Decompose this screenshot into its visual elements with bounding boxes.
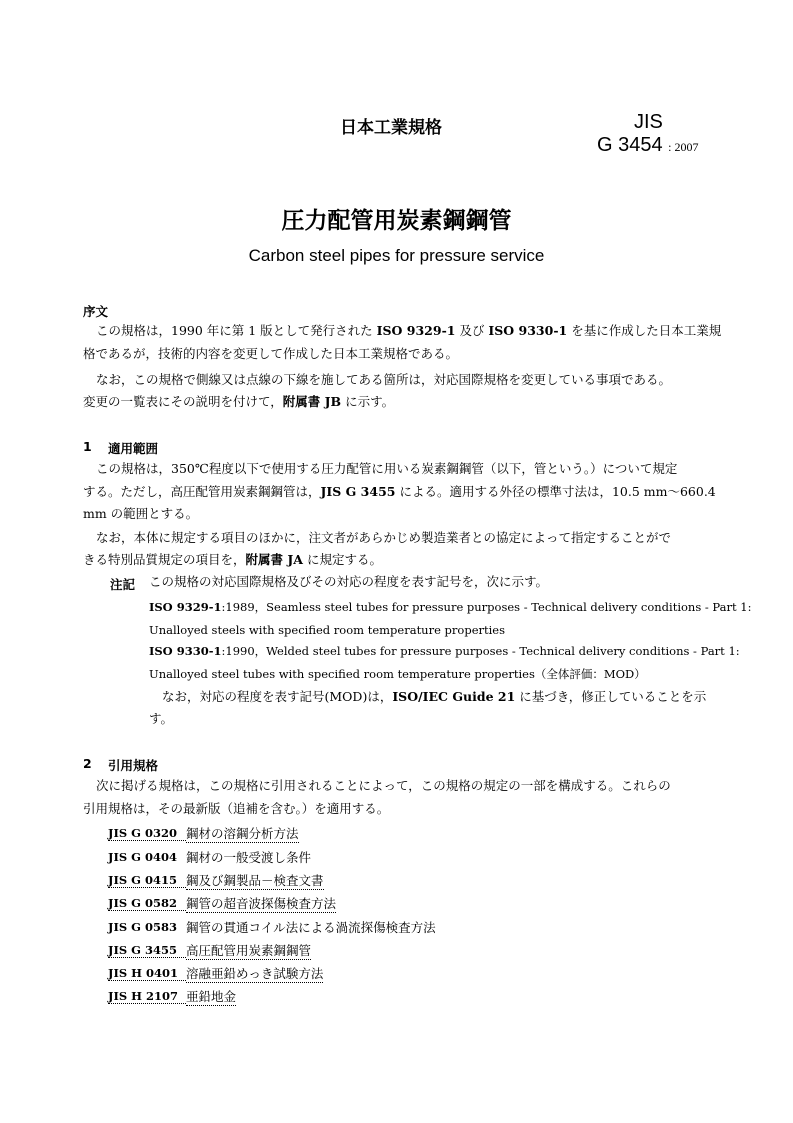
text-run: この規格は，1990 年に第 1 版として発行された — [96, 323, 377, 338]
standard-year: : 2007 — [668, 140, 699, 154]
reference-title[interactable]: 高圧配管用炭素鋼鋼管 — [186, 942, 312, 958]
note-iso2-line1 — [149, 640, 740, 662]
reference-title[interactable]: 亜鉛地金 — [186, 989, 237, 1005]
text-run: なお，対応の程度を表す記号(MOD)は， — [162, 689, 393, 704]
preface-p2-line1: なお，この規格で側線又は点線の下線を施してある箇所は，対応国際規格を変更している事項である。 — [96, 372, 672, 387]
section2-heading: 引用規格 — [108, 758, 159, 773]
note-iso1-line2: Unalloyed steels with specified room temperature properties — [149, 623, 506, 637]
text-run: を基に作成した日本工業規 — [567, 323, 722, 338]
reference-code[interactable]: JIS G 0582 — [108, 896, 186, 911]
reference-title[interactable]: 鋼材の一般受渡し条件 — [186, 849, 312, 865]
reference-item[interactable] — [108, 938, 436, 961]
iso-ref: ISO 9329-1 — [376, 323, 456, 338]
note-iso2-line2: Unalloyed steel tubes with specified room temperature properties（全体評価：MOD） — [149, 667, 646, 681]
iso-ref: ISO 9330-1 — [488, 323, 568, 338]
guide-ref: ISO/IEC Guide 21 — [392, 689, 516, 704]
reference-title[interactable]: 鋼及び鋼製品－検査文書 — [186, 872, 324, 888]
reference-item[interactable] — [108, 822, 436, 845]
reference-title[interactable]: 鋼管の貫通コイル法による渦流探傷検査方法 — [186, 919, 436, 935]
section1-p2-line1: なお，本体に規定する項目のほかに，注文者があらかじめ製造業者との協定によって指定することがで — [96, 530, 672, 545]
reference-item[interactable] — [108, 962, 436, 985]
text-run: :1989，Seamless steel tubes for pressure purposes - Technical delivery conditions - Part 1: — [221, 600, 752, 614]
reference-code[interactable]: JIS G 0320 — [108, 826, 186, 841]
reference-list — [108, 822, 436, 1008]
standard-code: G 3454 — [597, 134, 663, 156]
iso-ref: ISO 9329-1 — [149, 600, 222, 614]
document-header-title: 日本工業規格 — [340, 118, 442, 138]
note-text: この規格の対応国際規格及びその対応の程度を表す記号を，次に示す。 — [149, 574, 549, 589]
reference-item[interactable] — [108, 845, 436, 868]
preface-heading: 序文 — [83, 304, 109, 319]
text-run: に規定する。 — [302, 552, 382, 567]
reference-item[interactable] — [108, 892, 436, 915]
reference-code[interactable]: JIS G 3455 — [108, 943, 186, 958]
section1-p1-line2 — [83, 481, 716, 503]
text-run: 変更の一覧表にその説明を付けて， — [83, 394, 283, 409]
annex-ref: 附属書 JA — [245, 552, 303, 567]
text-run: による。適用する外径の標準寸法は，10.5 mm～660.4 — [395, 484, 716, 499]
document-title-en: Carbon steel pipes for pressure service — [248, 246, 545, 265]
reference-title[interactable]: 鋼管の超音波探傷検査方法 — [186, 896, 337, 912]
text-run: 及び — [455, 323, 489, 338]
standard-number — [597, 134, 699, 157]
text-run: に基づき，修正していることを示 — [515, 689, 707, 704]
preface-p1-line1 — [96, 320, 721, 342]
reference-code[interactable]: JIS H 0401 — [108, 966, 186, 981]
section1-p1-line3: mm の範囲とする。 — [83, 506, 199, 521]
document-title-ja: 圧力配管用炭素鋼鋼管 — [281, 208, 512, 234]
text-run: に示す。 — [341, 394, 395, 409]
reference-item[interactable] — [108, 915, 436, 938]
preface-p2-line2 — [83, 391, 394, 413]
section1-number: 1 — [83, 439, 92, 454]
reference-title[interactable]: 鋼材の溶鋼分析方法 — [186, 826, 299, 842]
reference-item[interactable] — [108, 869, 436, 892]
jis-ref: JIS G 3455 — [320, 484, 396, 499]
iso-ref: ISO 9330-1 — [149, 644, 222, 658]
section2-p1-line1: 次に掲げる規格は，この規格に引用されることによって，この規格の規定の一部を構成する。これらの — [96, 778, 671, 793]
reference-title[interactable]: 溶融亜鉛めっき試験方法 — [186, 965, 324, 981]
note-label: 注記 — [110, 577, 136, 592]
text-run: きる特別品質規定の項目を， — [83, 552, 246, 567]
text-run: :1990，Welded steel tubes for pressure purposes - Technical delivery conditions - Part 1: — [221, 644, 740, 658]
jis-label: JIS — [634, 111, 663, 133]
reference-code[interactable]: JIS H 2107 — [108, 989, 186, 1004]
section2-p1-line2: 引用規格は，その最新版（追補を含む。）を適用する。 — [83, 801, 390, 816]
note-line4: す。 — [149, 711, 174, 726]
section1-p2-line2 — [83, 549, 382, 571]
reference-code[interactable]: JIS G 0404 — [108, 849, 177, 864]
section1-heading: 適用範囲 — [108, 441, 159, 456]
reference-item[interactable] — [108, 985, 436, 1008]
note-iso1-line1 — [149, 596, 751, 618]
note-line3 — [162, 686, 706, 708]
reference-code[interactable]: JIS G 0583 — [108, 919, 177, 934]
section1-p1-line1: この規格は，350℃程度以下で使用する圧力配管に用いる炭素鋼鋼管（以下，管という。）について規定 — [96, 461, 678, 476]
annex-ref: 附属書 JB — [282, 394, 342, 409]
section2-number: 2 — [83, 756, 92, 771]
preface-p1-line2: 格であるが，技術的内容を変更して作成した日本工業規格である。 — [83, 346, 459, 361]
text-run: する。ただし，高圧配管用炭素鋼鋼管は， — [83, 484, 321, 499]
reference-code[interactable]: JIS G 0415 — [108, 873, 186, 888]
